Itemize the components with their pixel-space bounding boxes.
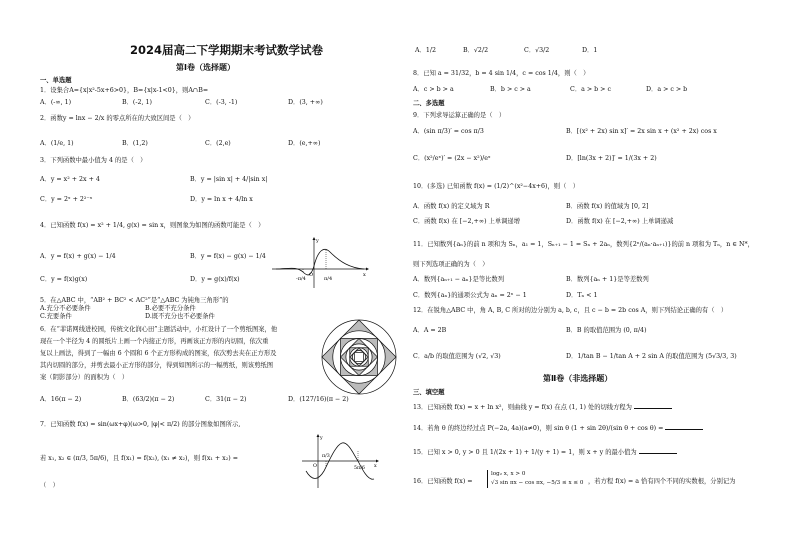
q8-option-a: A．c > b > a [413, 86, 454, 93]
q4-tick-pos: π/4 [324, 276, 333, 282]
q12-option-a: A．A = 2B [413, 327, 447, 334]
q7-axis-x: x [374, 464, 377, 469]
q9-stem: 9．下列求导运算正确的是（ ） [413, 112, 506, 119]
q3-stem: 3．下列函数中最小值为 4 的是（ ） [40, 157, 147, 164]
q15-stem: 15．已知 x > 0, y > 0 且 1/(2x + 1) + 1/(y + 1) = 1，则 x + y 的最小值为 [413, 448, 677, 456]
q16-case-1: log₂ x, x > 0 [491, 471, 526, 477]
q3-option-b: B．y = |sin x| + 4/|sin x| [190, 176, 268, 183]
q9-option-d: D．[ln(3x + 2)]′ = 1/(3x + 2) [566, 155, 657, 162]
q11-option-c: C．数列{aₙ}的通项公式为 aₙ = 2ⁿ − 1 [413, 292, 527, 299]
q7-line-2: 若 x₁, x₂ ∈ (π/3, 5π/6)，且 f(x₁) = f(x₂), (x₁ ≠ x₂)，则 f(x₁ + x₂) = [40, 455, 238, 462]
q7-option-d: D．1 [582, 47, 598, 54]
q2-option-b: B．(1,2) [122, 140, 148, 147]
q1-option-b: B．(-2, 1) [122, 99, 152, 106]
q7-sine-graph-figure [300, 433, 380, 491]
q4-graph-figure [270, 236, 370, 290]
q10-option-b: B．函数 f(x) 的值域为 [0, 2] [566, 203, 649, 210]
q15-answer-blank[interactable] [639, 448, 677, 454]
q14-stem: 14．若角 θ 的终边经过点 P(−2a, 4a)(a≠0)，则 sin θ (1 + sin 2θ)/(sin θ + cos θ) = [413, 424, 703, 432]
q3-option-a: A．y = x² + 2x + 4 [40, 176, 100, 183]
q7-tick-1: π/3 [322, 454, 330, 459]
q5-option-a: A.充分不必要条件 [40, 305, 91, 312]
q6-option-d: D．(127/16)(π − 2) [288, 396, 349, 403]
q2-stem: 2．函数y = lnx − 2/x 的零点所在的大致区间是（ ） [40, 115, 195, 122]
q1-option-c: C．(-3, -1) [205, 99, 238, 106]
q13-answer-blank[interactable] [634, 403, 672, 409]
q7-axis-y: y [320, 436, 323, 441]
q1-stem: 1．设集合A={x|x²-5x+6>0}，B={x|x-1<0}，则A∩B= [40, 87, 209, 94]
q6-papercut-figure [320, 318, 398, 396]
q7-tick-2: 5π/6 [354, 466, 365, 471]
q4-axis-x: x [363, 272, 366, 278]
q9-option-c: C．(x²/eˣ)′ = (2x − x²)/eˣ [413, 155, 491, 162]
q4-axis-y: y [316, 238, 319, 244]
q5-stem: 5．在△ABC 中，“AB² + BC² < AC²”是“△ABC 为钝角三角形”的 [40, 297, 229, 304]
q12-option-d: D．1/tan B − 1/tan A + 2 sin A 的取值范围为 (5√3/3, 3) [566, 353, 737, 360]
q7-line-3: （ ） [40, 482, 59, 489]
q7-option-a: A．1/2 [415, 47, 436, 54]
q6-line-4: 其内切圆的部分，并剪去最小正方形的部分，得到如图所示的一幅剪纸，则该剪纸图 [40, 362, 273, 369]
q16-line-1: 16．已知函数 f(x) = [413, 478, 473, 485]
q12-option-b: B．B 的取值范围为 (0, π/4) [566, 327, 647, 334]
q2-option-d: D．(e,+∞) [288, 140, 321, 147]
q6-line-1: 6．在“菲诺网线进校园，传统文化润心田”主题活动中，小红设计了一个剪纸图案，他 [40, 326, 278, 333]
part2-title: 第Ⅱ卷（非选择题） [543, 374, 613, 383]
q2-option-a: A．(1/e, 1) [40, 140, 74, 147]
q11-line-2: 则下列选项正确的为（ ） [413, 261, 489, 268]
q4-origin: O [309, 272, 314, 278]
q9-option-b: B．[(x² + 2x) sin x]′ = 2x sin x + (x² + 2x) cos x [566, 128, 717, 135]
part1-title: 第Ⅰ卷（选择题） [176, 63, 235, 72]
q12-stem: 12．在锐角△ABC 中，角 A, B, C 所对的边分别为 a, b, c，且 c − b = 2b cos A，则下列结论正确的有（ ） [413, 307, 728, 314]
q9-option-a: A．(sin π/3)′ = cos π/3 [413, 128, 484, 135]
q1-option-a: A．(-∞, 1) [40, 99, 72, 106]
q5-option-d: D.既不充分也不必要条件 [145, 313, 215, 320]
q10-stem: 10．(多选) 已知函数 f(x) = (1/2)^(x²−4x+6)，则（ ） [413, 183, 579, 190]
q6-option-a: A．16(π − 2) [40, 396, 82, 403]
q7-option-b: B．√2/2 [463, 47, 489, 54]
q10-option-a: A．函数 f(x) 的定义域为 R [413, 203, 490, 210]
q6-line-5: 案（阴影部分）的面积为（ ） [40, 374, 129, 381]
q6-line-3: 复以上画法，得到了一幅由 6 个圆和 6 个正方形构成的图案，依次剪去夹在正方形及 [40, 350, 277, 357]
q11-option-d: D．Tₙ < 1 [566, 292, 598, 299]
section-single-choice: 一、单选题 [40, 77, 72, 84]
q3-option-d: D．y = ln x + 4/ln x [190, 196, 253, 203]
q4-option-b: B．y = f(x) − g(x) − 1/4 [190, 253, 266, 260]
q8-option-b: B．b > c > a [490, 86, 531, 93]
page-title: 2024届高二下学期期末考试数学试卷 [130, 43, 324, 57]
q7-line-1: 7．已知函数 f(x) = sin(ωx+φ)(ω>0, |φ|< π/2) 的部分图象如图所示, [40, 421, 241, 428]
q8-option-d: D．a > c > b [646, 86, 688, 93]
q8-option-c: C．a > b > c [570, 86, 611, 93]
q16-piecewise [487, 470, 583, 488]
q4-option-a: A．y = f(x) + g(x) − 1/4 [40, 253, 116, 260]
q16-line-2: ，若方程 f(x) = a 恰有四个不同的实数根，分别记为 [588, 478, 736, 485]
q11-option-a: A．数列{aₙ₊₁ − aₙ}是等比数列 [413, 276, 505, 283]
q1-option-d: D．(3, +∞) [288, 99, 323, 106]
q4-stem: 4．已知函数 f(x) = x² + 1/4, g(x) = sin x，则图象为如图的函数可能是（ ） [40, 222, 265, 229]
section-fill-in: 三、填空题 [413, 389, 445, 396]
q12-option-c: C．a/b 的取值范围为 (√2, √3) [413, 353, 501, 360]
q5-option-c: C.充要条件 [40, 313, 72, 320]
q16-case-2: √3 sin πx − cos πx, −5/3 ≤ x ≤ 0 [491, 480, 584, 486]
q4-option-d: D．y = g(x)/f(x) [190, 276, 240, 283]
q6-option-c: C．31(π − 2) [205, 396, 247, 403]
q4-tick-neg: -π/4 [296, 276, 306, 282]
q6-line-2: 现在一个半径为 4 的圆纸片上画一个内接正方形，再画该正方形的内切圆，依次重 [40, 338, 269, 345]
q2-option-c: C．(2,e) [205, 140, 231, 147]
q8-stem: 8．已知 a = 31/32，b = 4 sin 1/4，c = cos 1/4，则（ ） [413, 70, 590, 77]
q7-origin: O [313, 464, 317, 469]
q3-option-c: C．y = 2ˣ + 2²⁻ˣ [40, 196, 93, 203]
q10-option-c: C．函数 f(x) 在 [−2,+∞) 上单调递增 [413, 218, 521, 225]
q11-option-b: B．数列{aₙ + 1}是等差数列 [566, 276, 649, 283]
q6-option-b: B．(63/2)(π − 2) [122, 396, 175, 403]
q14-answer-blank[interactable] [665, 424, 703, 430]
q10-option-d: D．函数 f(x) 在 [−2,+∞) 上单调递减 [566, 218, 674, 225]
q5-option-b: B.必要不充分条件 [145, 305, 196, 312]
q11-line-1: 11．已知数列{aₙ}的前 n 项和为 Sₙ，a₁ = 1，Sₙ₊₁ − 1 = Sₙ + 2aₙ，数列{2ⁿ/(aₙ·aₙ₊₁)}的前 n 项和为 Tₙ，n ∈ N*， [413, 241, 754, 248]
q13-stem: 13．已知函数 f(x) = x + ln x²，则曲线 y = f(x) 在点 (1, 1) 处的切线方程为 [413, 403, 672, 411]
section-multi-choice: 二、多选题 [413, 100, 445, 107]
q4-option-c: C．y = f(x)g(x) [40, 276, 88, 283]
q7-option-c: C．√3/2 [524, 47, 550, 54]
